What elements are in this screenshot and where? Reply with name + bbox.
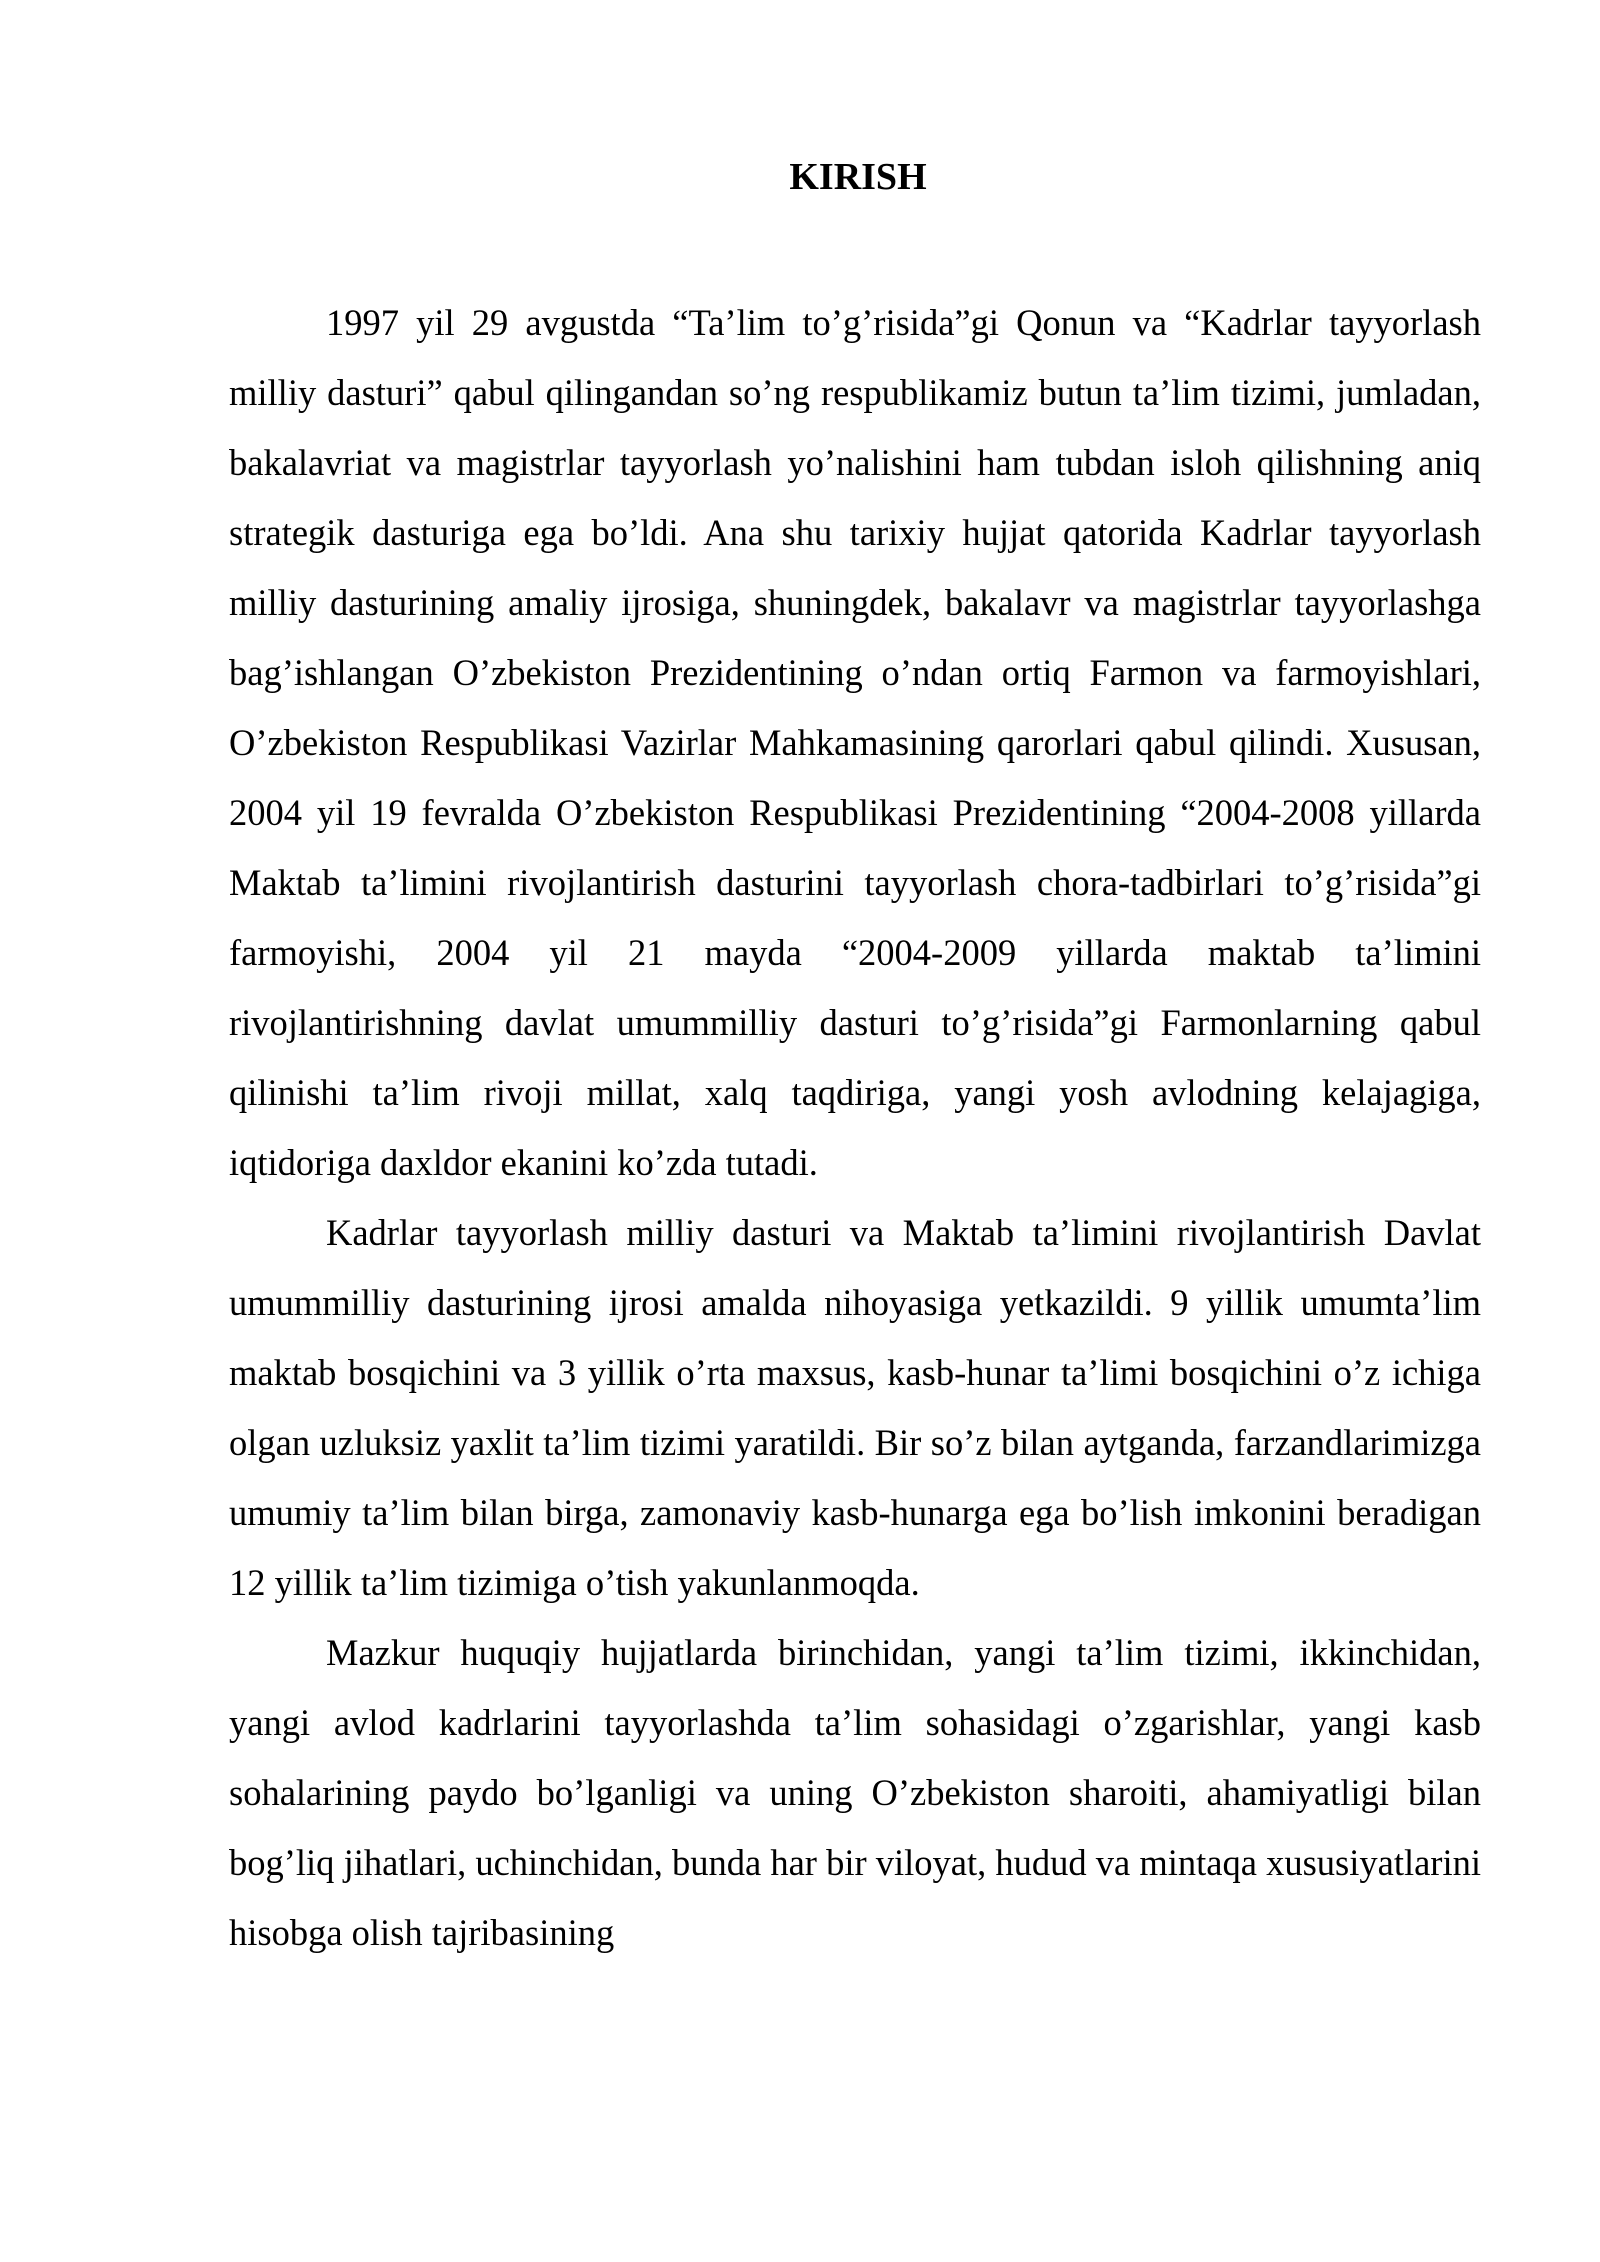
paragraph-3: Mazkur huquqiy hujjatlarda birinchidan, yangi ta’lim tizimi, ikkinchidan, yangi avlod kadrlarini tayyorlashda ta’lim sohasidagi o’zgarishlar, yangi kasb sohalarining paydo bo’lganligi va uning O’zbekiston sharoiti, ahamiyatligi bilan bog’liq jihatlari, uchinchidan, bunda har bir viloyat, hudud va mintaqa xususiyatlarini hisobga olish tajribasining <box>229 1632 1481 1953</box>
document-body <box>229 288 1481 1968</box>
paragraph-2: Kadrlar tayyorlash milliy dasturi va Maktab ta’limini rivojlantirish Davlat umummilliy dasturining ijrosi amalda nihoyasiga yetkazildi. 9 yillik umumta’lim maktab bosqichini va 3 yillik o’rta maxsus, kasb-hunar ta’limi bosqichini o’z ichiga olgan uzluksiz yaxlit ta’lim tizimi yaratildi. Bir so’z bilan aytganda, farzandlarimizga umumiy ta’lim bilan birga, zamonaviy kasb-hunarga ega bo’lish imkonini beradigan 12 yillik ta’lim tizimiga o’tish yakunlanmoqda. <box>229 1212 1481 1603</box>
paragraph-1: 1997 yil 29 avgustda “Ta’lim to’g’risida”gi Qonun va “Kadrlar tayyorlash milliy dasturi” qabul qilingandan so’ng respublikamiz butun ta’lim tizimi, jumladan, bakalavriat va magistrlar tayyorlash yo’nalishini ham tubdan isloh qilishning aniq strategik dasturiga ega bo’ldi. Ana shu tarixiy hujjat qatorida Kadrlar tayyorlash milliy dasturining amaliy ijrosiga, shuningdek, bakalavr va magistrlar tayyorlashga bag’ishlangan O’zbekiston Prezidentining o’ndan ortiq Farmon va farmoyishlari, O’zbekiston Respublikasi Vazirlar Mahkamasining qarorlari qabul qilindi. Xususan, 2004 yil 19 fevralda O’zbekiston Respublikasi Prezidentining “2004-2008 yillarda Maktab ta’limini rivojlantirish dasturini tayyorlash chora-tadbirlari to’g’risida”gi farmoyishi, 2004 yil 21 mayda “2004-2009 yillarda maktab ta’limini rivojlantirishning davlat umummilliy dasturi to’g’risida”gi Farmonlarning qabul qilinishi ta’lim rivoji millat, xalq taqdiriga, yangi yosh avlodning kelajagiga, iqtidoriga daxldor ekanini ko’zda tutadi. <box>229 302 1481 1183</box>
page-title: KIRISH <box>789 156 927 198</box>
